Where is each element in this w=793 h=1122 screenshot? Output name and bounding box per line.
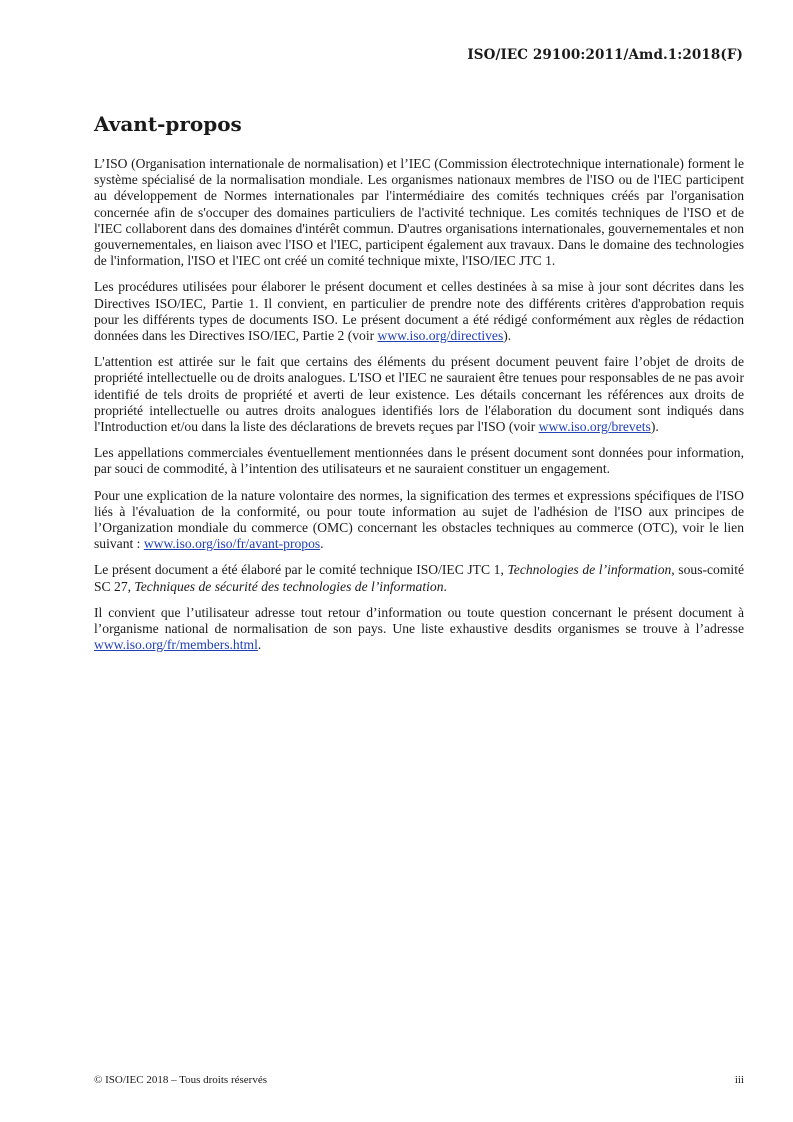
foreword-body: [94, 156, 744, 663]
foreword-info-link[interactable]: www.iso.org/iso/fr/avant-propos: [143, 536, 321, 552]
subcommittee-title: Techniques de sécurité des technologies de l’information: [134, 578, 444, 594]
paragraph-text: Il convient que l’utilisateur adresse tout retour d’information ou toute question concernant le présent document à l’organisme national de normalisation de son pays. Une liste exhaustive desdits organismes se trouve à l’adresse: [94, 604, 744, 637]
paragraph-text: .: [443, 578, 447, 594]
paragraph-voluntary-nature: [94, 488, 744, 553]
paragraph-feedback: [94, 605, 744, 654]
paragraph-intro: L’ISO (Organisation internationale de normalisation) et l’IEC (Commission électrotechnique internationale) forment le système spécialisé de la normalisation mondiale. Les organismes nationaux membres de l'ISO ou de l'IEC participent au développement de Normes internationales par l'intermédiaire des comités techniques créés par l'organisation concernée afin de s'occuper des domaines particuliers de l'activité technique. Les comités techniques de l'ISO et de l'IEC collaborent dans des domaines d'intérêt commun. D'autres organisations internationales, gouvernementales et non gouvernementales, en liaison avec l'ISO et l'IEC, participent également aux travaux. Dans le domaine des technologies de l'information, l'ISO et l'IEC ont créé un comité technique mixte, l'ISO/IEC JTC 1.: [94, 156, 744, 269]
paragraph-text: .: [320, 536, 324, 552]
page-title: Avant-propos: [94, 112, 242, 136]
document-identifier: ISO/IEC 29100:2011/Amd.1:2018(F): [467, 47, 743, 63]
committee-title: Technologies de l’information: [507, 562, 672, 578]
paragraph-procedures: [94, 279, 744, 344]
paragraph-patents: [94, 354, 744, 435]
paragraph-text: Pour une explication de la nature volontaire des normes, la signification des termes et expressions spécifiques de l'ISO liés à l'évaluation de la conformité, ou pour toute information au sujet de l'adhésion de l'ISO aux principes de l’Organization mondiale du commerce (OMC) concernant les obstacles techniques au commerce (OTC), voir le lien suivant :: [94, 487, 744, 552]
members-link[interactable]: www.iso.org/fr/members.html: [94, 637, 258, 653]
directives-link[interactable]: www.iso.org/directives: [377, 328, 504, 344]
paragraph-committee: [94, 562, 744, 594]
patents-link[interactable]: www.iso.org/brevets: [538, 419, 651, 435]
paragraph-text: Le présent document a été élaboré par le comité technique ISO/IEC JTC 1,: [94, 562, 508, 578]
page-number: iii: [734, 1074, 744, 1086]
paragraph-text: , sous-comité SC 27,: [94, 562, 745, 594]
paragraph-text: L'attention est attirée sur le fait que certains des éléments du présent document peuvent faire l’objet de droits de propriété intellectuelle ou de droits analogues. L'ISO et l'IEC ne sauraient être tenues pour responsables de ne pas avoir identifié de tels droits de propriété et averti de leur existence. Les détails concernant les références aux droits de propriété intellectuelle ou autres droits analogues identifiés lors de l'élaboration du document sont indiqués dans l'Introduction et/ou dans la liste des déclarations de brevets reçues par l'ISO (voir: [94, 354, 744, 435]
copyright-notice: © ISO/IEC 2018 – Tous droits réservés: [94, 1074, 267, 1086]
paragraph-trade-names: Les appellations commerciales éventuellement mentionnées dans le présent document sont données pour information, par souci de commodité, à l’intention des utilisateurs et ne sauraient constituer un engagement.: [94, 445, 744, 477]
paragraph-text: .: [257, 637, 262, 653]
paragraph-text: ).: [650, 419, 659, 435]
paragraph-text: ).: [503, 328, 512, 344]
page-footer: [94, 1074, 744, 1086]
paragraph-text: Les procédures utilisées pour élaborer le présent document et celles destinées à sa mise à jour sont décrites dans les Directives ISO/IEC, Partie 1. Il convient, en particulier de prendre note des différents critères d'approbation requis pour les différents types de documents ISO. Le présent document a été rédigé conformément aux règles de rédaction données dans les Directives ISO/IEC, Partie 2 (voir: [94, 279, 744, 344]
